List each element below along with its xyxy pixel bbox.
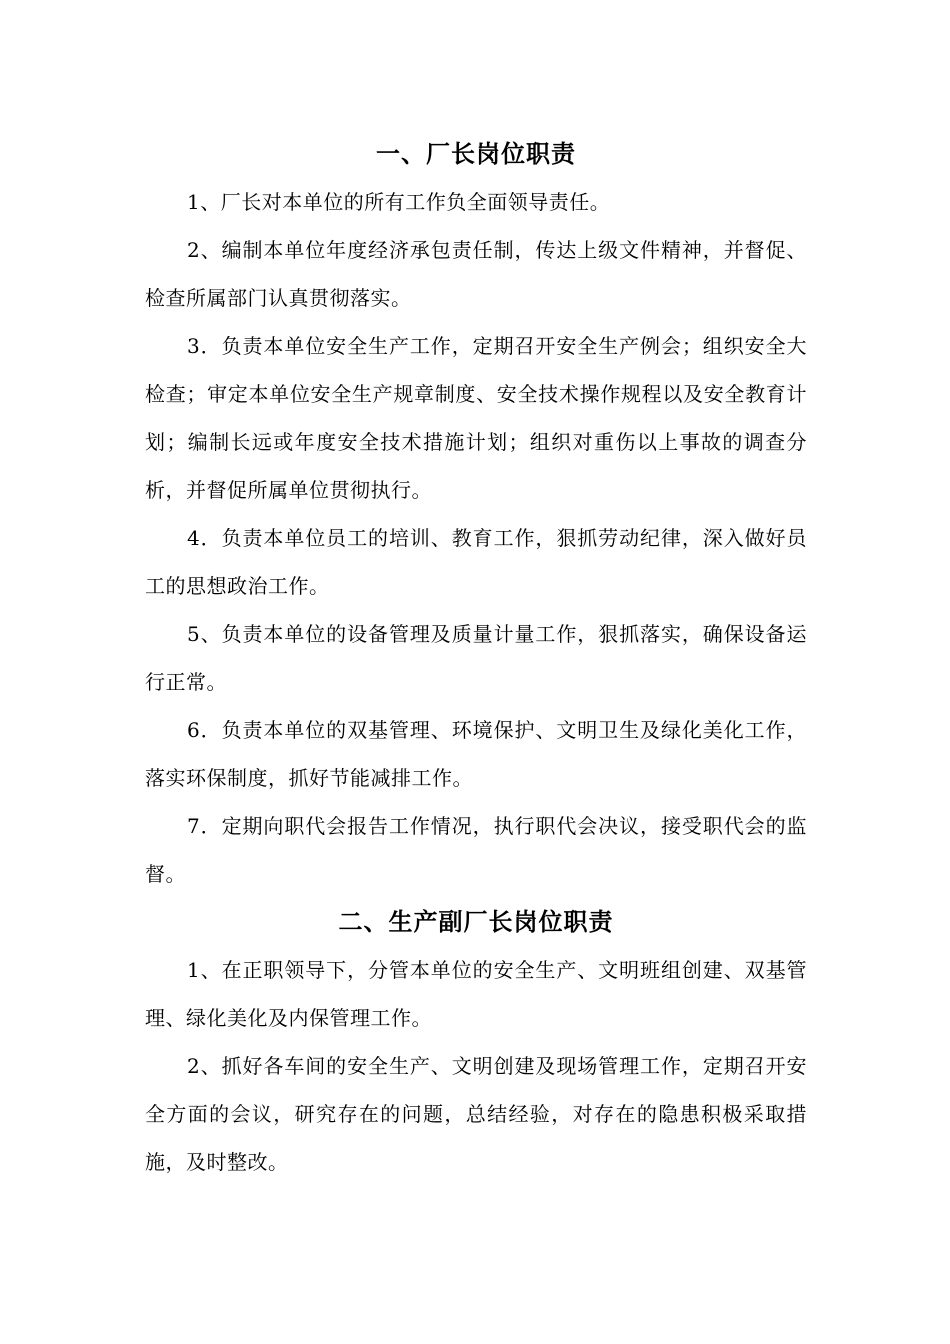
section-1-paragraph-5: 5、负责本单位的设备管理及质量计量工作，狠抓落实，确保设备运行正常。 bbox=[145, 622, 807, 694]
section-1-paragraph-2: 2、编制本单位年度经济承包责任制，传达上级文件精神，并督促、检查所属部门认真贯彻落实。 bbox=[145, 238, 807, 310]
section-2-title: 二、生产副厂长岗位职责 bbox=[338, 907, 614, 936]
section-1-paragraph-7: 7．定期向职代会报告工作情况，执行职代会决议，接受职代会的监督。 bbox=[145, 814, 807, 886]
section-1-title: 一、厂长岗位职责 bbox=[376, 139, 576, 168]
document-page bbox=[145, 130, 807, 1186]
section-1-paragraph-6: 6．负责本单位的双基管理、环境保护、文明卫生及绿化美化工作，落实环保制度，抓好节能减排工作。 bbox=[145, 718, 807, 790]
section-2-paragraph-2: 2、抓好各车间的安全生产、文明创建及现场管理工作，定期召开安全方面的会议，研究存在的问题，总结经验，对存在的隐患积极采取措施，及时整改。 bbox=[145, 1054, 807, 1174]
section-1-paragraph-3: 3．负责本单位安全生产工作，定期召开安全生产例会；组织安全大检查；审定本单位安全生产规章制度、安全技术操作规程以及安全教育计划；编制长远或年度安全技术措施计划；组织对重伤以上事故的调查分析，并督促所属单位贯彻执行。 bbox=[145, 334, 807, 502]
section-1-paragraph-1: 1、厂长对本单位的所有工作负全面领导责任。 bbox=[187, 190, 611, 214]
section-2-paragraph-1: 1、在正职领导下，分管本单位的安全生产、文明班组创建、双基管理、绿化美化及内保管理工作。 bbox=[145, 958, 807, 1030]
section-1-paragraph-4: 4．负责本单位员工的培训、教育工作，狠抓劳动纪律，深入做好员工的思想政治工作。 bbox=[145, 526, 807, 598]
